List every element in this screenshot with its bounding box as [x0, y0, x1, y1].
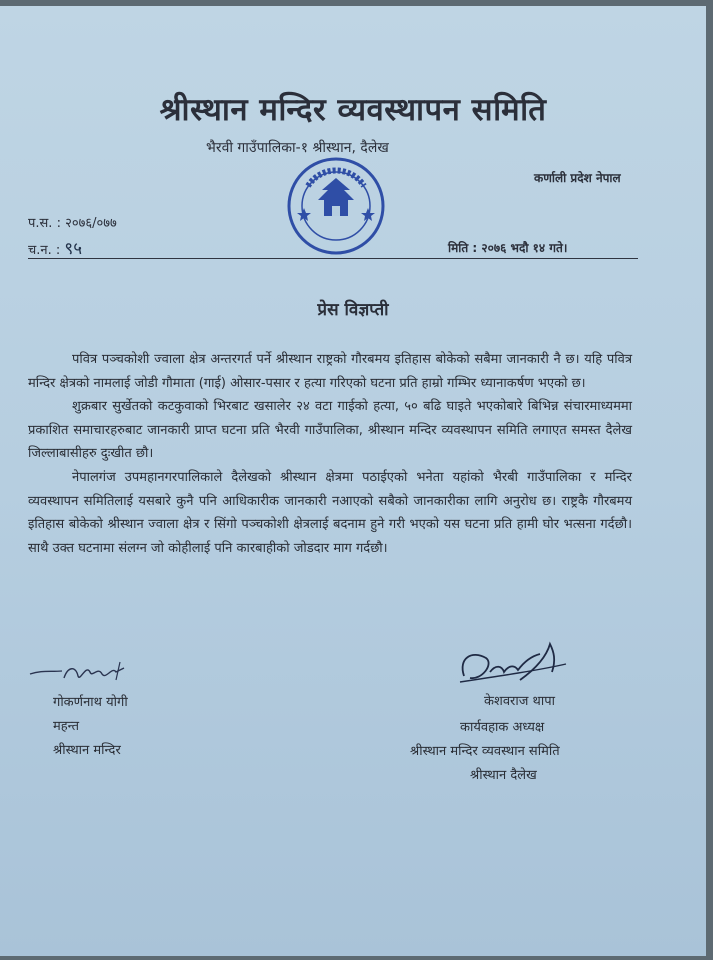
- body-paragraph: पवित्र पञ्चकोशी ज्वाला क्षेत्र अन्तरगर्त पर्ने श्रीस्थान राष्ट्रको गौरबमय इतिहास बोकेको सबैमा जानकारी नै छ। यहि पवित्र मन्दिर क्षेत्रको नामलाई जोडी गौमाता (गाई) ओसार-पसार र हत्या गरिएको घटना प्रति हाम्रो गम्भिर ध्यानाकर्षण भएको छ।: [28, 352, 632, 391]
- right-signatory-title: कार्यवहाक अध्यक्ष: [460, 720, 545, 735]
- right-signatory-name: केशवराज थापा: [484, 694, 555, 709]
- letterhead-address: भैरवी गाउँपालिका-१ श्रीस्थान, दैलेख: [206, 140, 389, 156]
- signature-scribble-icon: [28, 658, 138, 692]
- date-label: मिति :: [448, 241, 478, 255]
- document-heading: प्रेस विज्ञप्ती: [317, 300, 389, 320]
- temple-seal: [286, 156, 386, 256]
- letterhead-province: कर्णाली प्रदेश नेपाल: [534, 171, 621, 185]
- document-body: [28, 348, 632, 560]
- right-signatory-place: श्रीस्थान दैलेख: [470, 768, 537, 783]
- date-value: २०७६ भदौ १४ गते।: [481, 241, 568, 255]
- ps-label: प.स. :: [28, 216, 61, 231]
- cn-label: च.न. :: [28, 243, 61, 258]
- seal-emblem-icon: [286, 156, 386, 256]
- body-paragraph: शुक्रबार सुर्खेतको कटकुवाको भिरबाट खसालेर २४ वटा गाईको हत्या, ५० बढि घाइते भएकोबारे बिभिन्न संचारमाध्यममा प्रकाशित समाचारहरुबाट जानकारी प्राप्त घटना प्रति भैरवी गाउँपालिका, श्रीस्थान मन्दिर व्यवस्थापन समिति लगाएत समस्त दैलेख जिल्लाबासीहरु दुःखीत छौ।: [28, 399, 632, 462]
- letter-sheet: [0, 6, 706, 956]
- ps-value: २०७६/०७७: [65, 216, 117, 231]
- reference-ps: [28, 213, 117, 231]
- reference-cn: [28, 236, 82, 259]
- organization-title: श्रीस्थान मन्दिर व्यवस्थापन समिति: [159, 92, 547, 128]
- cn-value: ९५: [64, 239, 83, 259]
- issue-date: [448, 239, 567, 256]
- left-signatory-name: गोकर्णनाथ योगी: [53, 695, 128, 710]
- signatory-right: [400, 636, 630, 783]
- left-signatory-organization: श्रीस्थान मन्दिर: [53, 743, 121, 758]
- header-divider: [28, 258, 638, 259]
- signature-scribble-icon: [400, 636, 570, 692]
- signatory-left: [28, 658, 228, 758]
- right-signature: [400, 636, 630, 676]
- body-paragraph: नेपालगंज उपमहानगरपालिकाले दैलेखको श्रीस्थान क्षेत्रमा पठाईएको भनेता यहांको भैरबी गाउँपालिका र मन्दिर व्यवस्थापन समितिलाई यसबारे कुनै पनि आधिकारीक जानकारी नआएको सबैको जानकारीका लागि अनुरोध छ। राष्ट्रकै गौरबमय इतिहास बोकेको श्रीस्थान ज्वाला क्षेत्र र सिंगो पञ्चकोशी क्षेत्रलाई बदनाम हुने गरी भएको यस घटना प्रति हामी घोर भत्सना गर्दछौ। साथै उक्त घटनामा संलग्न जो कोहीलाई पनि कारबाहीको जोडदार माग गर्दछौ।: [28, 469, 632, 556]
- left-signatory-title: महन्त: [53, 719, 80, 734]
- right-signatory-organization: श्रीस्थान मन्दिर व्यवस्थान समिति: [410, 744, 560, 759]
